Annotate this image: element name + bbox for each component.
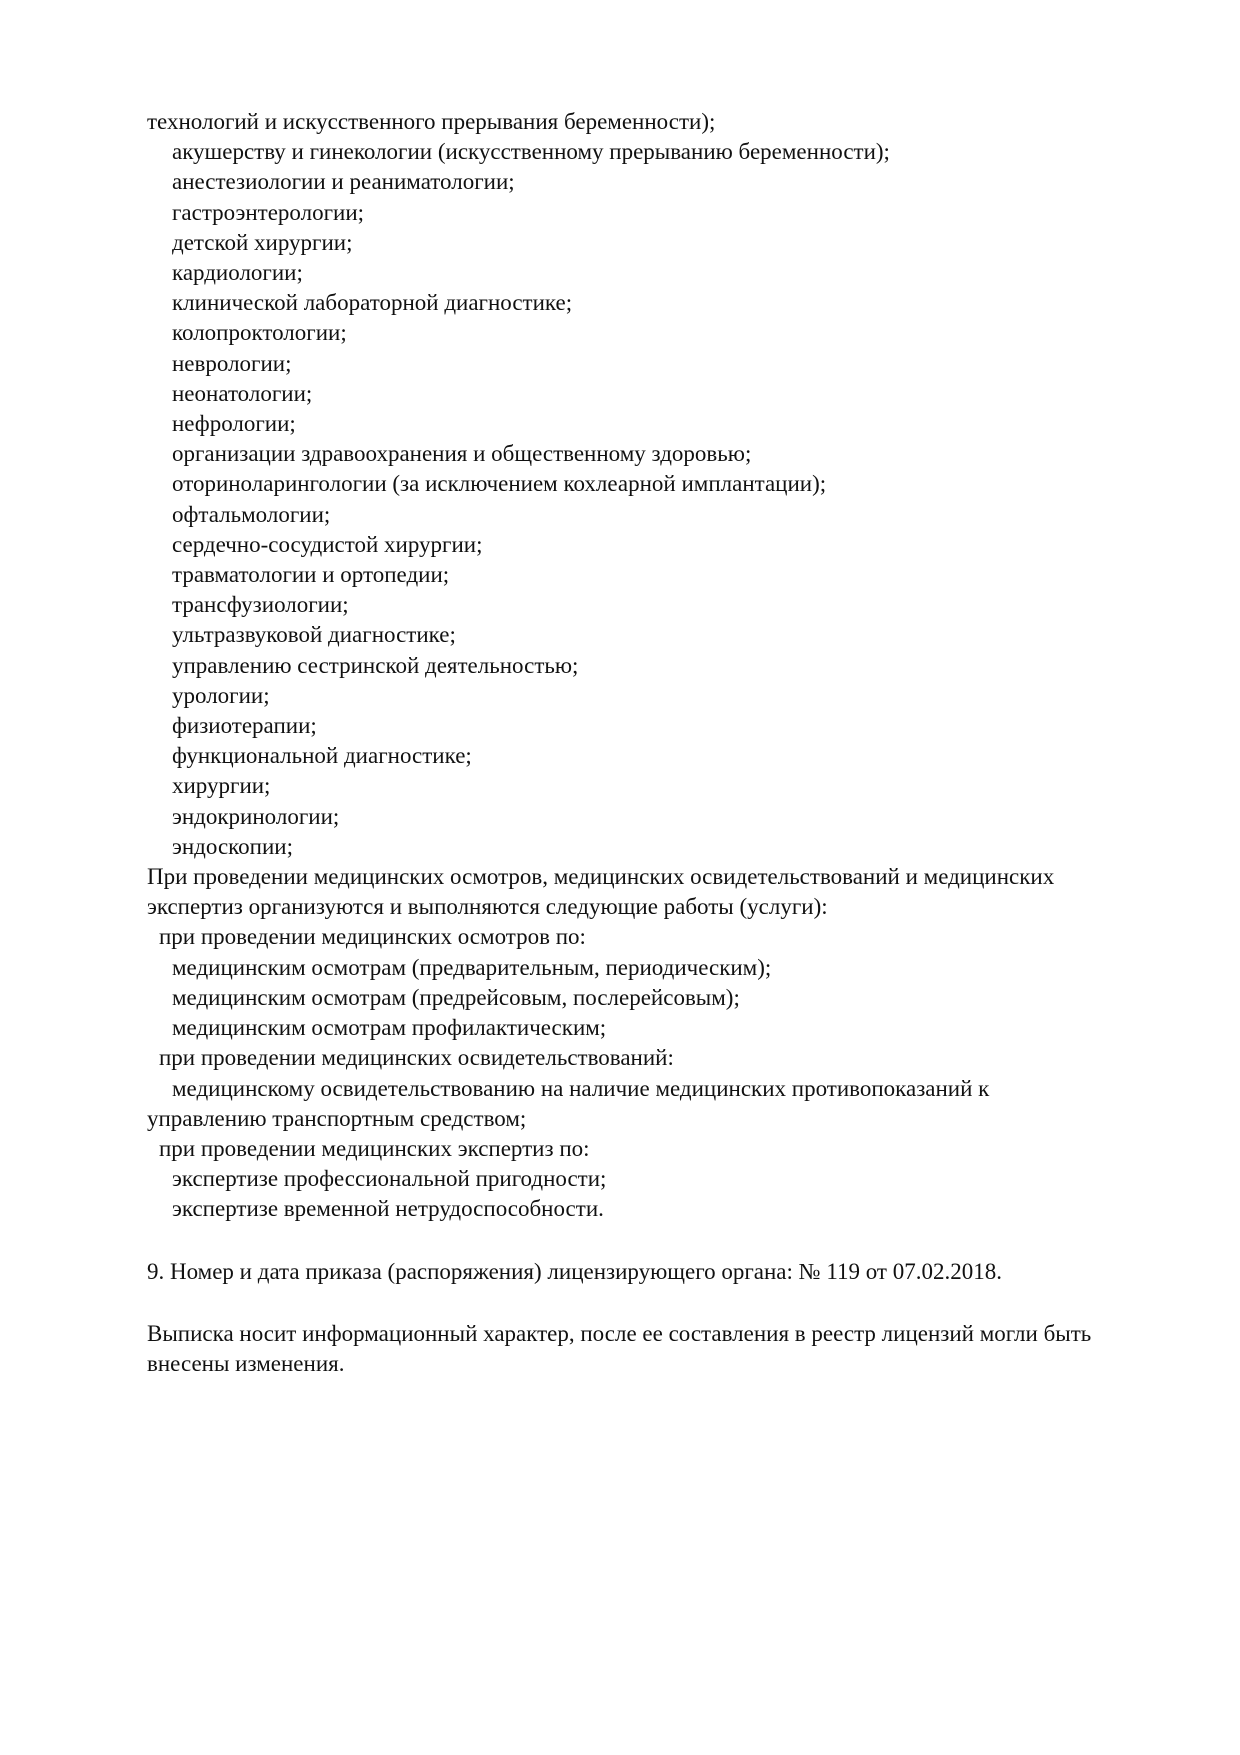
- list-item: медицинским осмотрам (предварительным, периодическим);: [172, 954, 772, 980]
- list-item: физиотерапии;: [172, 713, 317, 739]
- list-item: организации здравоохранения и общественному здоровью;: [172, 441, 752, 467]
- list-item: эндокринологии;: [172, 803, 340, 829]
- list-item: оториноларингологии (за исключением кохлеарной имплантации);: [172, 471, 827, 497]
- list-item: функциональной диагностике;: [172, 743, 472, 769]
- list-item: медицинским осмотрам профилактическим;: [172, 1015, 607, 1041]
- list-item: ультразвуковой диагностике;: [172, 622, 456, 648]
- exams-intro-line-1: При проведении медицинских осмотров, медицинских освидетельствований и медицинских: [147, 864, 1055, 890]
- list-item: офтальмологии;: [172, 501, 331, 527]
- list-item: неонатологии;: [172, 380, 313, 406]
- list-item: анестезиологии и реаниматологии;: [172, 169, 515, 195]
- osvid-header: при проведении медицинских освидетельствований:: [159, 1045, 674, 1071]
- order-line: 9. Номер и дата приказа (распоряжения) лицензирующего органа: № 119 от 07.02.2018.: [147, 1258, 1002, 1284]
- list-item: акушерству и гинекологии (искусственному прерыванию беременности);: [172, 139, 890, 165]
- list-item: травматологии и ортопедии;: [172, 562, 450, 588]
- list-item: неврологии;: [172, 350, 292, 376]
- list-item: медицинским осмотрам (предрейсовым, послерейсовым);: [172, 984, 740, 1010]
- list-item: гастроэнтерологии;: [172, 199, 365, 225]
- list-item: урологии;: [172, 682, 270, 708]
- spacer: [147, 1225, 1177, 1257]
- exams-intro-line-2: экспертиз организуются и выполняются следующие работы (услуги):: [147, 894, 828, 920]
- spacer: [147, 1287, 1177, 1319]
- list-item-continuation: управлению транспортным средством;: [147, 1105, 527, 1131]
- list-item: экспертизе профессиональной пригодности;: [172, 1166, 607, 1192]
- list-item: кардиологии;: [172, 260, 303, 286]
- list-item: медицинскому освидетельствованию на наличие медицинских противопоказаний к: [172, 1075, 990, 1101]
- specialties-list: [147, 137, 1177, 862]
- osmotry-header: при проведении медицинских осмотров по:: [159, 924, 586, 950]
- ekspertiz-header: при проведении медицинских экспертиз по:: [159, 1135, 590, 1161]
- list-item: эндоскопии;: [172, 833, 293, 859]
- list-item: колопроктологии;: [172, 320, 347, 346]
- list-item: хирургии;: [172, 773, 271, 799]
- note-line-2: внесены изменения.: [147, 1350, 345, 1376]
- note-line-1: Выписка носит информационный характер, после ее составления в реестр лицензий могли быть: [147, 1320, 1092, 1346]
- list-item: сердечно-сосудистой хирургии;: [172, 531, 483, 557]
- list-item: управлению сестринской деятельностью;: [172, 652, 579, 678]
- list-item: экспертизе временной нетрудоспособности.: [172, 1196, 604, 1222]
- document-body: [147, 107, 1177, 1379]
- list-item: трансфузиологии;: [172, 592, 349, 618]
- list-item: нефрологии;: [172, 411, 296, 437]
- list-item: детской хирургии;: [172, 229, 353, 255]
- lead-line: технологий и искусственного прерывания беременности);: [147, 109, 716, 134]
- list-item: клинической лабораторной диагностике;: [172, 290, 573, 316]
